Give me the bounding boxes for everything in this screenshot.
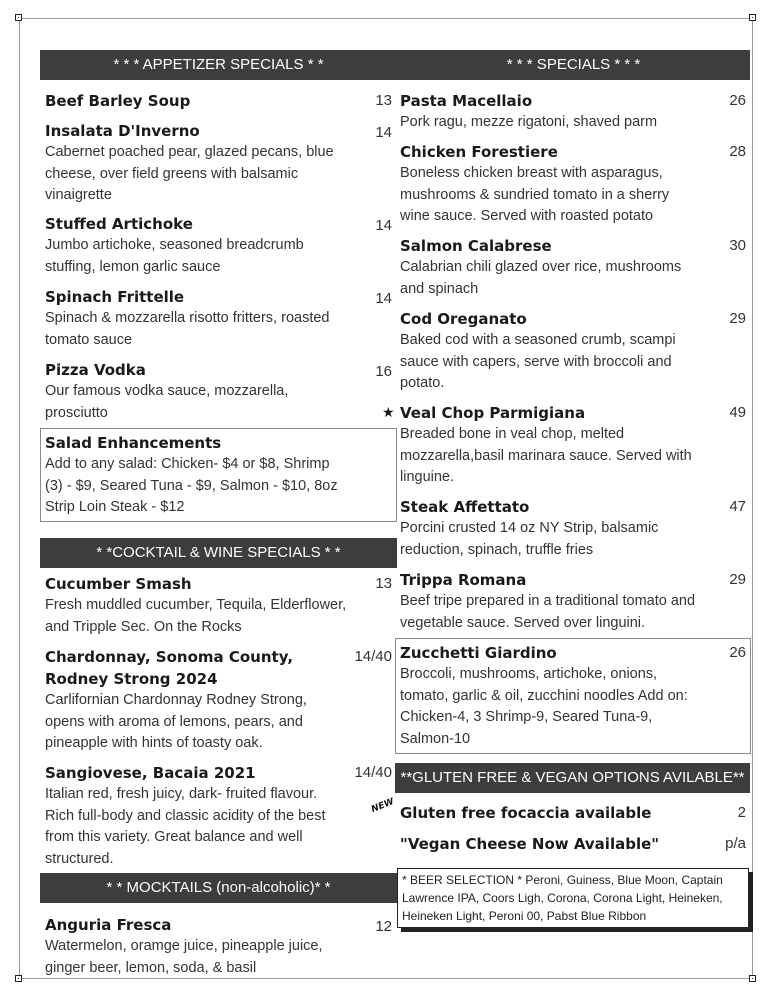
menu-item — [45, 90, 392, 112]
item-price: 2 — [737, 804, 746, 821]
item-price: 12 — [375, 918, 392, 935]
salad-enhancements — [45, 432, 392, 519]
item-description: Boneless chicken breast with asparagus, mushrooms & sundried tomato in a sherry wine sauce. Served with roasted potato — [400, 165, 670, 224]
menu-item — [400, 642, 746, 750]
item-name: Pizza Vodka — [45, 361, 146, 379]
item-description: Jumbo artichoke, seasoned breadcrumb stuffing, lemon garlic sauce — [45, 237, 304, 275]
beer-selection-box: * BEER SELECTION * Peroni, Guiness, Blue Moon, Captain Lawrence IPA, Coors Ligh, Corona, Corona Light, Heineken, Heineken Light, Peroni 00, Pabst Blue Ribbon — [397, 868, 749, 928]
item-name: Steak Affettato — [400, 498, 530, 516]
item-price: 14 — [375, 290, 392, 307]
item-name: Salad Enhancements — [45, 434, 222, 452]
item-name: Chicken Forestiere — [400, 143, 558, 161]
resize-handle-bottom-right[interactable] — [749, 975, 756, 982]
item-name: Anguria Fresca — [45, 916, 172, 934]
item-price: 14/40 — [354, 764, 392, 781]
item-price: 13 — [375, 92, 392, 109]
item-name: Insalata D'Inverno — [45, 122, 200, 140]
menu-item — [400, 569, 746, 634]
item-description: Fresh muddled cucumber, Tequila, Elderflower, and Tripple Sec. On the Rocks — [45, 597, 347, 635]
item-name-line-2: Rodney Strong 2024 — [45, 670, 218, 688]
item-price: 28 — [729, 143, 746, 160]
item-name: Chardonnay, Sonoma County, — [45, 648, 294, 666]
item-price: 14 — [375, 217, 392, 234]
item-price: 26 — [729, 92, 746, 109]
gluten-free-vegan-header: **GLUTEN FREE & VEGAN OPTIONS AVILABLE** — [395, 763, 750, 793]
item-price: 14 — [375, 124, 392, 141]
item-description: Porcini crusted 14 oz NY Strip, balsamic reduction, spinach, truffle fries — [400, 520, 659, 558]
appetizer-specials-header: * * * APPETIZER SPECIALS * * — [40, 50, 397, 80]
item-description: Our famous vodka sauce, mozzarella, prosciutto — [45, 383, 289, 421]
menu-item — [45, 646, 392, 755]
menu-item — [400, 402, 746, 489]
item-name: Zucchetti Giardino — [400, 644, 557, 662]
menu-item — [400, 833, 746, 855]
item-price: 29 — [729, 571, 746, 588]
menu-item — [45, 573, 392, 638]
item-description: Watermelon, oramge juice, pineapple juice, ginger beer, lemon, soda, & basil — [45, 938, 323, 976]
menu-item — [45, 914, 392, 979]
item-name: Trippa Romana — [400, 571, 527, 589]
item-description: Broccoli, mushrooms, artichoke, onions, tomato, garlic & oil, zucchini noodles Add on: Chicken-4, 3 Shrimp-9, Seared Tuna-9, Salmon-10 — [400, 666, 688, 747]
menu-item — [400, 308, 746, 395]
specials-header: * * * SPECIALS * * * — [397, 50, 750, 80]
item-name: Spinach Frittelle — [45, 288, 185, 306]
item-name: Cod Oreganato — [400, 310, 527, 328]
item-name: Stuffed Artichoke — [45, 215, 193, 233]
item-price: 30 — [729, 237, 746, 254]
menu-item — [400, 235, 746, 300]
resize-handle-top-left[interactable] — [15, 14, 22, 21]
item-name: Gluten free focaccia available — [400, 804, 652, 822]
item-description: Cabernet poached pear, glazed pecans, blue cheese, over field greens with balsamic vinaigrette — [45, 144, 334, 203]
item-description: Carlifornian Chardonnay Rodney Strong, opens with aroma of lemons, pears, and pineapple with hints of toasty oak. — [45, 692, 307, 751]
menu-item — [45, 359, 392, 424]
resize-handle-bottom-left[interactable] — [15, 975, 22, 982]
item-price: 14/40 — [354, 648, 392, 665]
item-price: p/a — [725, 835, 746, 852]
item-price: 49 — [729, 404, 746, 421]
mocktails-header: * * MOCKTAILS (non-alcoholic)* * — [40, 873, 397, 903]
item-price: 47 — [729, 498, 746, 515]
menu-item — [45, 286, 392, 351]
cocktail-wine-specials-header: * *COCKTAIL & WINE SPECIALS * * — [40, 538, 397, 568]
resize-handle-top-right[interactable] — [749, 14, 756, 21]
item-name: "Vegan Cheese Now Available" — [400, 835, 660, 853]
item-description: Calabrian chili glazed over rice, mushrooms and spinach — [400, 259, 682, 297]
item-description: Italian red, fresh juicy, dark- fruited flavour. Rich full-body and classic acidity of the best from this variety. Great balance and well structured. — [45, 786, 326, 867]
item-price: 26 — [729, 644, 746, 661]
menu-item — [45, 213, 392, 278]
item-description: Add to any salad: Chicken- $4 or $8, Shrimp (3) - $9, Seared Tuna - $9, Salmon - $10, 8oz Strip Loin Steak - $12 — [45, 456, 338, 515]
item-name: Beef Barley Soup — [45, 92, 191, 110]
item-price: 13 — [375, 575, 392, 592]
star-icon: ★ — [382, 405, 395, 421]
menu-item — [400, 802, 746, 824]
item-name: Veal Chop Parmigiana — [400, 404, 586, 422]
item-description: Pork ragu, mezze rigatoni, shaved parm — [400, 114, 658, 130]
menu-item — [45, 762, 392, 870]
item-price: 16 — [375, 363, 392, 380]
item-name: Salmon Calabrese — [400, 237, 552, 255]
new-badge: NEW — [369, 796, 396, 816]
item-description: Breaded bone in veal chop, melted mozzarella,basil marinara sauce. Served with linguine. — [400, 426, 692, 485]
item-name: Sangiovese, Bacaia 2021 — [45, 764, 256, 782]
item-name: Pasta Macellaio — [400, 92, 533, 110]
item-description: Spinach & mozzarella risotto fritters, roasted tomato sauce — [45, 310, 330, 348]
menu-item — [45, 120, 392, 207]
item-description: Baked cod with a seasoned crumb, scampi sauce with capers, serve with broccoli and potato. — [400, 332, 676, 391]
menu-item — [400, 141, 746, 228]
item-description: Beef tripe prepared in a traditional tomato and vegetable sauce. Served over linguini. — [400, 593, 696, 631]
item-price: 29 — [729, 310, 746, 327]
menu-item — [400, 90, 746, 134]
item-name: Cucumber Smash — [45, 575, 192, 593]
menu-item — [400, 496, 746, 561]
